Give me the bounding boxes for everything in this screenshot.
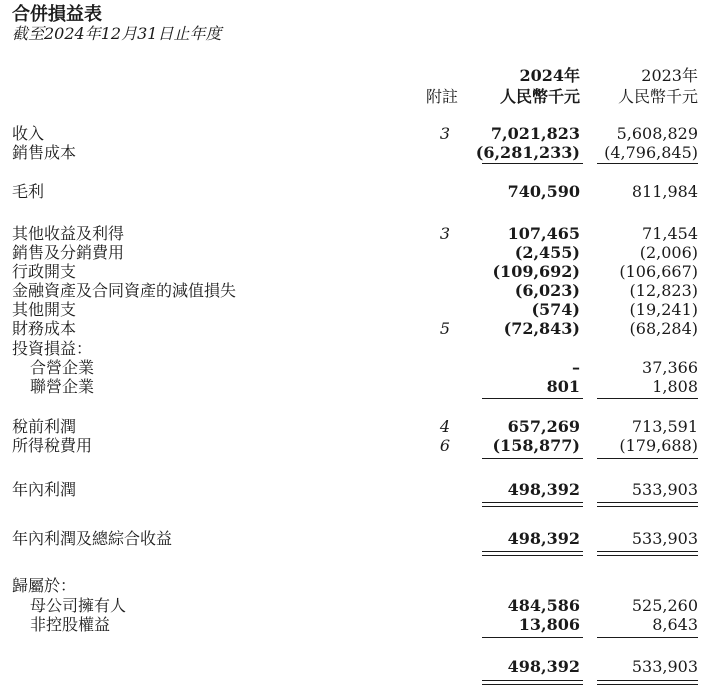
row-value-2023-impairment: (12,823) [629,281,698,300]
row-label-admin-expenses: 行政開支 [12,262,77,281]
row-label-investment-gains: 投資損益： [12,339,93,358]
row-value-2023-selling-expenses: (2,006) [639,243,698,262]
subtotal-rule-2024 [482,637,583,638]
row-value-2023-joint-ventures: 37,366 [642,358,698,377]
col-2024-unit-header: 人民幣千元 [499,87,580,106]
row-label-owners-of-parent: 母公司擁有人 [30,596,127,615]
row-value-2024-profit-for-year: 498,392 [507,480,580,499]
row-value-2024-other-expenses: (574) [531,300,580,319]
col-2024-year-header: 2024年 [519,66,580,85]
row-value-2024-associates: 801 [546,377,580,396]
row-note-income-tax: 6 [439,436,451,455]
row-value-2024-other-income: 107,465 [507,224,580,243]
row-label-income-tax: 所得稅費用 [12,436,93,455]
row-value-2024-joint-ventures: – [572,358,580,377]
row-value-2023-cost-of-sales: (4,796,845) [604,143,698,162]
row-value-2023-associates: 1,808 [652,377,698,396]
row-value-2024-non-controlling: 13,806 [518,615,580,634]
row-value-2024-selling-expenses: (2,455) [514,243,580,262]
subtotal-rule-2024 [482,163,583,164]
row-label-profit-before-tax: 稅前利潤 [12,417,77,436]
row-value-2024-impairment: (6,023) [514,281,580,300]
row-value-2023-other-income: 71,454 [642,224,698,243]
row-label-profit-for-year: 年內利潤 [12,480,77,499]
row-value-2024-total: 498,392 [507,657,580,676]
double-rule-2023 [597,555,698,556]
row-value-2023-other-expenses: (19,241) [629,300,698,319]
double-rule-2023 [597,551,698,552]
double-rule-2023 [597,506,698,507]
row-value-2023-total: 533,903 [631,657,698,676]
row-note-finance-costs: 5 [439,319,451,338]
double-rule-2023 [597,502,698,503]
double-rule-2023 [597,684,698,685]
row-value-2023-income-tax: (179,688) [619,436,698,455]
row-value-2023-gross-profit: 811,984 [631,182,698,201]
double-rule-2024 [482,555,583,556]
double-rule-2023 [597,680,698,681]
row-note-profit-before-tax: 4 [439,417,451,436]
row-value-2023-profit-for-year: 533,903 [631,480,698,499]
col-2023-year-header: 2023年 [641,66,698,85]
double-rule-2024 [482,551,583,552]
row-value-2023-admin-expenses: (106,667) [619,262,698,281]
statement-title: 合併損益表 [12,4,102,25]
row-value-2023-owners-of-parent: 525,260 [631,596,698,615]
row-label-non-controlling: 非控股權益 [30,615,111,634]
row-value-2024-revenue: 7,021,823 [490,124,580,143]
row-label-impairment: 金融資產及合同資產的減值損失 [12,281,237,300]
row-note-other-income: 3 [439,224,451,243]
row-label-total-comprehensive: 年內利潤及總綜合收益 [12,529,173,548]
double-rule-2024 [482,684,583,685]
row-label-finance-costs: 財務成本 [12,319,77,338]
row-value-2023-revenue: 5,608,829 [616,124,698,143]
row-value-2023-non-controlling: 8,643 [652,615,698,634]
double-rule-2024 [482,502,583,503]
row-value-2024-admin-expenses: (109,692) [492,262,580,281]
row-value-2024-cost-of-sales: (6,281,233) [475,143,580,162]
row-label-selling-expenses: 銷售及分銷費用 [12,243,125,262]
statement-period: 截至2024年12月31日止年度 [12,24,222,43]
row-label-revenue: 收入 [12,124,45,143]
subtotal-rule-2024 [482,398,583,399]
row-value-2024-total-comprehensive: 498,392 [507,529,580,548]
double-rule-2024 [482,506,583,507]
row-value-2023-profit-before-tax: 713,591 [631,417,698,436]
row-value-2024-finance-costs: (72,843) [503,319,580,338]
row-value-2024-profit-before-tax: 657,269 [507,417,580,436]
double-rule-2024 [482,680,583,681]
row-label-gross-profit: 毛利 [12,182,45,201]
row-value-2024-owners-of-parent: 484,586 [507,596,580,615]
subtotal-rule-2023 [597,398,698,399]
row-label-other-expenses: 其他開支 [12,300,77,319]
row-value-2024-gross-profit: 740,590 [507,182,580,201]
note-column-header: 附註 [426,87,459,106]
subtotal-rule-2024 [482,458,583,459]
col-2023-unit-header: 人民幣千元 [617,87,698,106]
row-note-revenue: 3 [439,124,451,143]
row-label-other-income: 其他收益及利得 [12,224,125,243]
row-value-2023-finance-costs: (68,284) [629,319,698,338]
subtotal-rule-2023 [597,163,698,164]
row-label-joint-ventures: 合營企業 [30,358,95,377]
row-value-2023-total-comprehensive: 533,903 [631,529,698,548]
row-label-associates: 聯營企業 [30,377,95,396]
row-label-cost-of-sales: 銷售成本 [12,143,77,162]
subtotal-rule-2023 [597,458,698,459]
row-label-attributable-to: 歸屬於： [12,576,77,595]
subtotal-rule-2023 [597,637,698,638]
row-value-2024-income-tax: (158,877) [492,436,580,455]
